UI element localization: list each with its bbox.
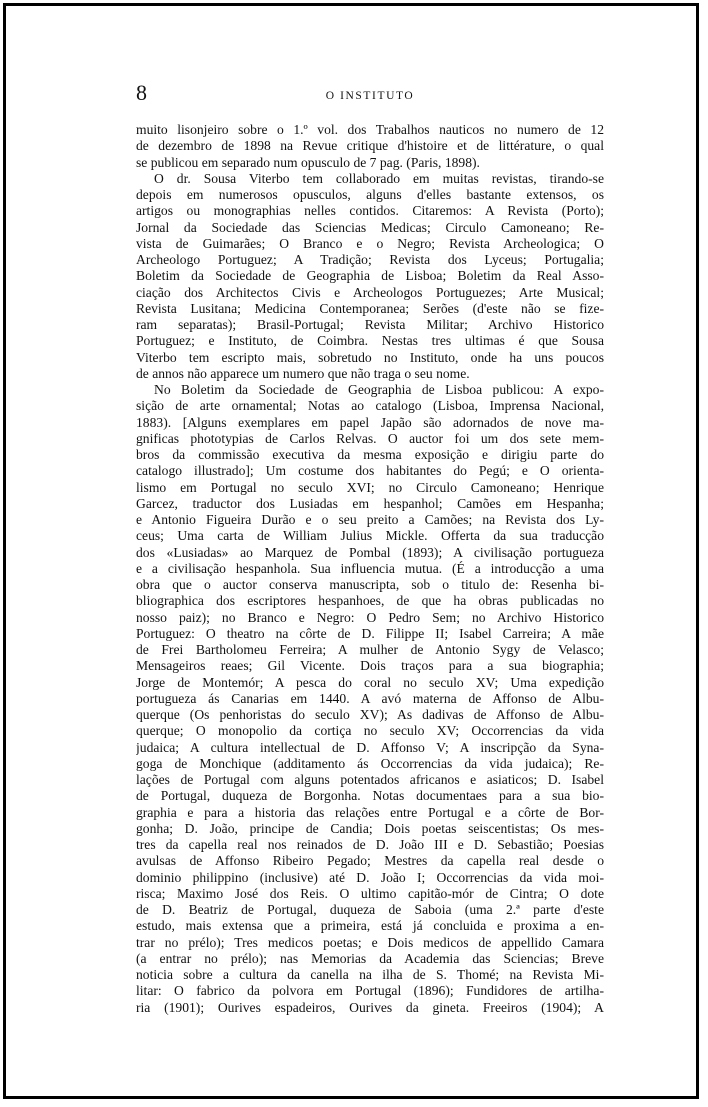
- text-line: trar no prélo); Tres medicos poetas; e Dois medicos de appellido Camara: [136, 934, 604, 950]
- text-line: Boletim da Sociedade de Geographia de Lisboa; Boletim da Real Asso-: [136, 268, 604, 284]
- text-line: Portuguez: O theatro na côrte de D. Filippe II; Isabel Carreira; A mãe: [136, 625, 604, 641]
- text-line: estudo, mais extensa que a primeira, está já concluida e proxima a en-: [136, 918, 604, 934]
- text-line: goga de Monchique (additamento ás Occorrencias da vida judaica); Re-: [136, 755, 604, 771]
- text-line: Archeologo Portuguez; A Tradição; Revista dos Lyceus; Portugalia;: [136, 252, 604, 267]
- running-head: O INSTITUTO: [325, 90, 415, 102]
- text-line: (a entrar no prélo); nas Memorias da Academia das Sciencias; Breve: [136, 950, 604, 966]
- text-line: lismo em Portugal no seculo XVI; no Circulo Camoneano; Henrique: [136, 479, 604, 495]
- text-line: de D. Beatriz de Portugal, duqueza de Saboia (uma 2.ª parte d'este: [136, 902, 604, 917]
- text-line: Mensageiros reaes; Gil Vicente. Dois traços para a sua biographia;: [136, 658, 604, 674]
- text-line: ria (1901); Ourives espadeiros, Ourives da gineta. Freeiros (1904); A: [136, 999, 604, 1015]
- text-line: bliographica dos escriptores hespanhoes, de que ha obras publicadas no: [136, 593, 604, 609]
- text-line: sição de arte ornamental; Notas ao catalogo (Lisboa, Imprensa Nacional,: [136, 398, 604, 414]
- text-line: e a civilisação hespanhola. Sua influencia mutua. (É a introducção a uma: [136, 560, 604, 576]
- text-line: avulsas de Affonso Ribeiro Pegado; Mestres da capella real desde o: [136, 853, 604, 869]
- text-line: e Antonio Figueira Durão e o seu preito a Camões; na Revista dos Ly-: [136, 512, 604, 527]
- text-line: depois em numerosos opusculos, alguns d'elles bastante extensos, os: [136, 187, 604, 202]
- text-line: dos «Lusiadas» ao Marquez de Pombal (1893); A civilisação portugueza: [136, 544, 604, 560]
- text-line: obra que o auctor conserva manuscripta, sob o titulo de: Resenha bi-: [136, 577, 604, 592]
- text-line: nosso paiz); no Branco e Negro: O Pedro Sem; no Archivo Historico: [136, 609, 604, 625]
- text-line: Viterbo tem escripto mais, sobretudo no Instituto, onde ha uns poucos: [136, 349, 604, 365]
- text-line: ram separatas); Brasil-Portugal; Revista Militar; Archivo Historico: [136, 317, 604, 332]
- text-line: lações de Portugal com alguns potentados africanos e asiaticos; D. Isabel: [136, 772, 604, 787]
- text-line: de Portugal, duqueza de Borgonha. Notas documentaes para a sua bio-: [136, 788, 604, 804]
- text-line: Jornal da Sociedade das Sciencias Medicas; Circulo Camoneano; Re-: [136, 219, 604, 235]
- text-line: litar: O fabrico da polvora em Portugal (1896); Fundidores de artilha-: [136, 983, 604, 999]
- page-number: 8: [136, 80, 147, 105]
- text-line: dominio philippino (inclusive) até D. João I; Occorrencias da vida moi-: [136, 869, 604, 885]
- text-line: artigos ou monographias nelles contidos. Citaremos: A Revista (Porto);: [136, 203, 604, 219]
- text-line: bros da commissão executiva da mesma exposição e dirigiu parte do: [136, 447, 604, 462]
- text-line: ciação dos Architectos Civis e Archeologos Portuguezes; Arte Musical;: [136, 284, 604, 300]
- text-line: de dezembro de 1898 na Revue critique d'histoire et de littérature, o qual: [136, 138, 604, 154]
- text-line: gnificas phototypias de Carlos Relvas. O auctor foi um dos sete mem-: [136, 430, 604, 446]
- text-line: tres da capella real nos reinados de D. João III e D. Sebastião; Poesias: [136, 837, 604, 852]
- text-line: de annos não apparece um numero que não traga o seu nome.: [136, 365, 470, 381]
- text-line: Jorge de Montemór; A pesca do coral no seculo XV; Uma expedição: [136, 674, 604, 690]
- text-line: vista de Guimarães; O Branco e o Negro; Revista Archeologica; O: [136, 235, 604, 251]
- text-line: Garcez, traductor dos Lusiadas em hespanhol; Camões em Hespanha;: [136, 495, 604, 511]
- page-header: [136, 80, 604, 110]
- text-line: de Frei Bartholomeu Ferreira; A mulher de Antonio Sygy de Velasco;: [136, 642, 604, 657]
- text-line: graphia e para a historia das relações entre Portugal e a côrte de Bor-: [136, 804, 604, 820]
- text-line: judaica; A cultura intellectual de D. Affonso V; A inscripção da Syna-: [136, 739, 604, 755]
- text-line: No Boletim da Sociedade de Geographia de Lisboa publicou: A expo-: [154, 382, 604, 397]
- text-line: se publicou em separado num opusculo de 7 pag. (Paris, 1898).: [136, 154, 480, 170]
- text-line: ceus; Uma carta de William Julius Mickle. Offerta da sua traducção: [136, 528, 604, 544]
- body-text: [136, 122, 604, 1016]
- text-line: 1883). [Alguns exemplares em papel Japão são adornados de nove ma-: [136, 414, 604, 430]
- text-line: portugueza ás Canarias em 1440. A avó materna de Affonso de Albu-: [136, 690, 604, 706]
- text-line: querque; O monopolio da cortiça no seculo XV; Occorrencias da vida: [136, 723, 604, 739]
- text-line: Revista Lusitana; Medicina Contemporanea; Serões (d'este não se fize-: [136, 300, 604, 316]
- text-line: catalogo illustrado]; Um costume dos habitantes do Pegú; e O orienta-: [136, 463, 604, 479]
- text-line: noticia sobre a cultura da canella na ilha de S. Thomé; na Revista Mi-: [136, 967, 604, 982]
- text-line: querque (Os penhoristas do seculo XV); As dadivas de Affonso de Albu-: [136, 707, 604, 722]
- text-line: gonha; D. João, principe de Candia; Dois poetas seiscentistas; Os mes-: [136, 820, 604, 836]
- text-line: Portuguez; e Instituto, de Coimbra. Nestas tres ultimas é que Sousa: [136, 333, 604, 349]
- text-line: risca; Maximo José dos Reis. O ultimo capitão-mór de Cintra; O dote: [136, 885, 604, 901]
- text-line: O dr. Sousa Viterbo tem collaborado em muitas revistas, tirando-se: [154, 170, 604, 186]
- text-line: muito lisonjeiro sobre o 1.º vol. dos Trabalhos nauticos no numero de 12: [136, 122, 604, 137]
